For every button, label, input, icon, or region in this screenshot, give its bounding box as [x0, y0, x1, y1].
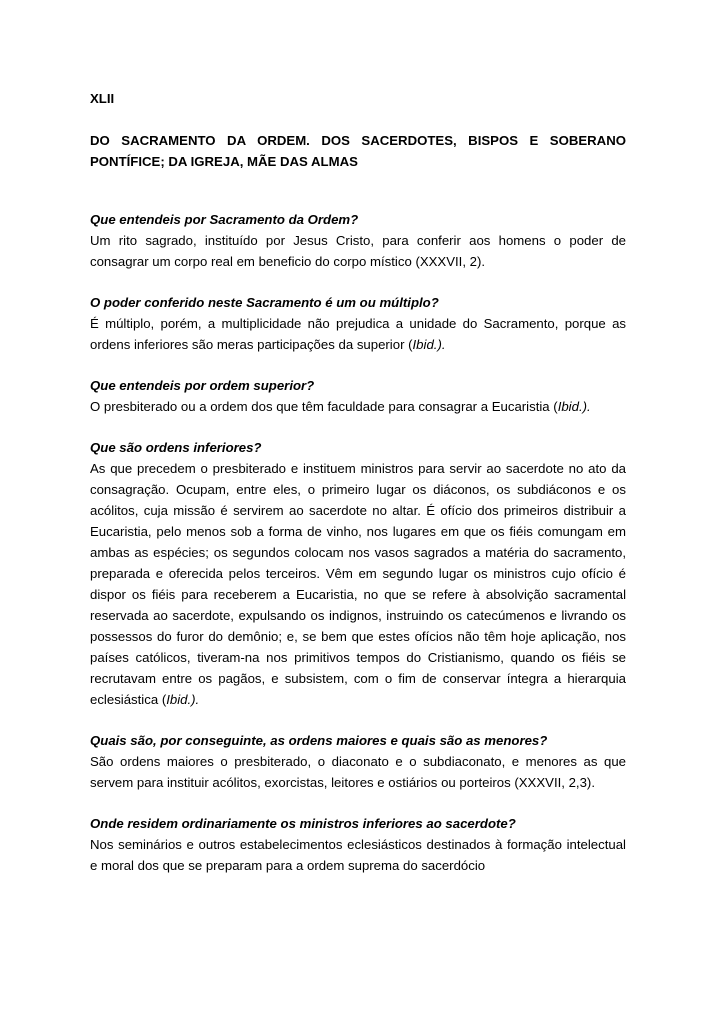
- qa-item: [90, 375, 626, 417]
- answer-text: É múltiplo, porém, a multiplicidade não prejudica a unidade do Sacramento, porque as ordens inferiores são meras participações da superior (: [90, 316, 626, 352]
- chapter-number: XLII: [90, 91, 115, 106]
- qa-item: [90, 292, 626, 355]
- question: O poder conferido neste Sacramento é um ou múltiplo?: [90, 295, 439, 310]
- answer: [90, 396, 626, 417]
- chapter-title: DO SACRAMENTO DA ORDEM. DOS SACERDOTES, BISPOS E SOBERANO PONTÍFICE; DA IGREJA, MÃE DAS ALMAS: [90, 133, 626, 169]
- qa-item: [90, 730, 626, 793]
- document-page: [90, 88, 626, 896]
- answer: [90, 751, 626, 793]
- question: Que entendeis por ordem superior?: [90, 378, 315, 393]
- qa-item: [90, 813, 626, 876]
- answer-reference: Ibid.).: [412, 337, 446, 352]
- question: Onde residem ordinariamente os ministros inferiores ao sacerdote?: [90, 816, 516, 831]
- answer: [90, 834, 626, 876]
- answer-text: Um rito sagrado, instituído por Jesus Cristo, para conferir aos homens o poder de consagrar um corpo real em beneficio do corpo místico (XXXVII, 2).: [90, 233, 626, 269]
- answer-text: São ordens maiores o presbiterado, o diaconato e o subdiaconato, e menores as que servem para instituir acólitos, exorcistas, leitores e ostiários ou porteiros (XXXVII, 2,3).: [90, 754, 626, 790]
- question: Que são ordens inferiores?: [90, 440, 262, 455]
- answer-text: O presbiterado ou a ordem dos que têm faculdade para consagrar a Eucaristia (: [90, 399, 558, 414]
- question: Quais são, por conseguinte, as ordens maiores e quais são as menores?: [90, 733, 548, 748]
- answer: [90, 313, 626, 355]
- answer-reference: Ibid.).: [557, 399, 591, 414]
- answer: [90, 458, 626, 710]
- answer-text: As que precedem o presbiterado e instituem ministros para servir ao sacerdote no ato da consagração. Ocupam, entre eles, o primeiro lugar os diáconos, os subdiáconos e os acólitos, cuja missão é servirem ao sacerdote no altar. É ofício dos primeiros distribuir a Eucaristia, pelo menos sob a forma de vinho, nos lugares em que os fiéis comungam em ambas as espécies; os segundos colocam nos vasos sagrados a matéria do sacramento, preparada e oferecida pelos terceiros. Vêm em segundo lugar os ministros cujo ofício é dispor os fiéis para receberem a Eucaristia, no que se refere à absolvição sacramental reservada ao sacerdote, expulsando os indignos, instruindo os catecúmenos e livrando os possessos do furor do demônio; e, se bem que estes ofícios não têm hoje aplicação, nos países católicos, tiveram-na nos primitivos tempos do Cristianismo, quando os fiéis se recrutavam entre os pagãos, e subsistem, com o fim de conservar íntegra a hierarquia eclesiástica (: [90, 461, 626, 707]
- qa-item: [90, 209, 626, 272]
- answer-reference: Ibid.).: [166, 692, 200, 707]
- answer-text: Nos seminários e outros estabelecimentos eclesiásticos destinados à formação intelectual e moral dos que se preparam para a ordem suprema do sacerdócio: [90, 837, 626, 873]
- answer: [90, 230, 626, 272]
- question: Que entendeis por Sacramento da Ordem?: [90, 212, 359, 227]
- qa-list: [90, 209, 626, 876]
- qa-item: [90, 437, 626, 710]
